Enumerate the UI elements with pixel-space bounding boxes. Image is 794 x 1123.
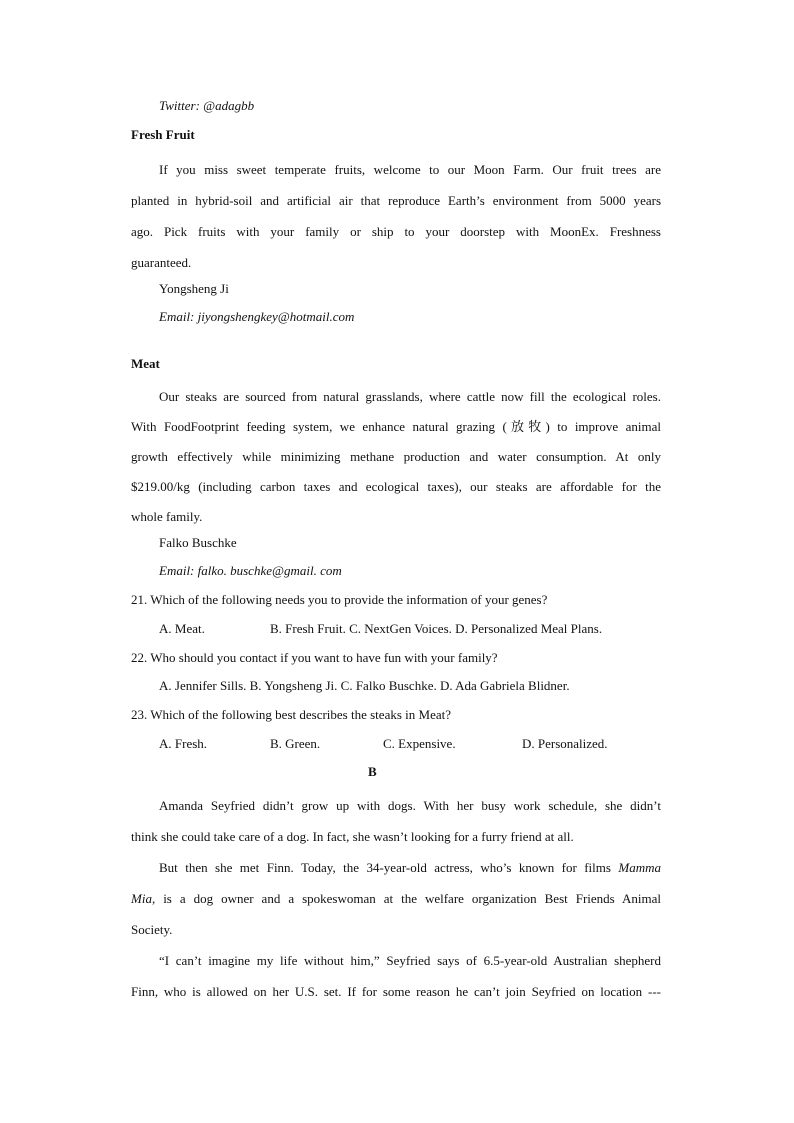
passage-b-paragraph-line: “I can’t imagine my life without him,” Seyfried says of 6.5-year-old Australian shepherd — [159, 953, 661, 968]
fruit-author: Yongsheng Ji — [159, 281, 229, 296]
meat-author: Falko Buschke — [159, 535, 237, 550]
film-title: Mia — [131, 891, 152, 906]
question-22-options: A. Jennifer Sills. B. Yongsheng Ji. C. Falko Buschke. D. Ada Gabriela Blidner. — [159, 678, 570, 693]
fruit-paragraph-line: ago. Pick fruits with your family or ship to your doorstep with MoonEx. Freshness — [131, 224, 661, 239]
question-23-option-c: C. Expensive. — [383, 736, 456, 751]
passage-b-paragraph-line: Amanda Seyfried didn’t grow up with dogs. With her busy work schedule, she didn’t — [159, 798, 661, 813]
question-23-stem: 23. Which of the following best describes the steaks in Meat? — [131, 707, 451, 722]
fruit-email: Email: jiyongshengkey@hotmail.com — [159, 309, 355, 324]
meat-paragraph-line: $219.00/kg (including carbon taxes and ecological taxes), our steaks are affordable for the — [131, 479, 661, 494]
passage-b-paragraph-line: Finn, who is allowed on her U.S. set. If for some reason he can’t join Seyfried on location --- — [131, 984, 661, 999]
meat-paragraph-line: With FoodFootprint feeding system, we enhance natural grazing (放牧) to improve animal — [131, 419, 661, 434]
question-23-option-b: B. Green. — [270, 736, 321, 751]
film-title: Mamma — [618, 860, 662, 875]
question-21-stem: 21. Which of the following needs you to provide the information of your genes? — [131, 592, 548, 607]
fruit-paragraph-line: planted in hybrid-soil and artificial air that reproduce Earth’s environment from 5000 years — [131, 193, 661, 208]
passage-b-text: But then she met Finn. Today, the 34-year-old actress, who’s known for films — [159, 860, 611, 875]
meat-paragraph-line: growth effectively while minimizing methane production and water consumption. At only — [131, 449, 661, 464]
passage-b-paragraph-line: Society. — [131, 922, 173, 937]
question-23-option-d: D. Personalized. — [522, 736, 608, 751]
question-22-stem: 22. Who should you contact if you want to have fun with your family? — [131, 650, 498, 665]
question-23-option-a: A. Fresh. — [159, 736, 208, 751]
passage-b-label: B — [368, 764, 377, 779]
twitter-handle: Twitter: @adagbb — [159, 98, 255, 113]
section-heading-meat: Meat — [131, 356, 160, 371]
meat-paragraph-line: Our steaks are sourced from natural grasslands, where cattle now fill the ecological roles. — [159, 389, 661, 404]
meat-paragraph-line: whole family. — [131, 509, 203, 524]
passage-b-paragraph-line: think she could take care of a dog. In fact, she wasn’t looking for a furry friend at all. — [131, 829, 574, 844]
passage-b-paragraph-line — [131, 891, 661, 907]
fruit-paragraph-line: guaranteed. — [131, 255, 192, 270]
section-heading-fresh-fruit: Fresh Fruit — [131, 127, 195, 142]
question-21-option-a: A. Meat. — [159, 621, 205, 636]
fruit-paragraph-line: If you miss sweet temperate fruits, welcome to our Moon Farm. Our fruit trees are — [159, 162, 661, 177]
passage-b-text: , is a dog owner and a spokeswoman at the welfare organization Best Friends Animal — [151, 891, 661, 906]
meat-email: Email: falko. buschke@gmail. com — [159, 563, 342, 578]
question-21-options-b-d: B. Fresh Fruit. C. NextGen Voices. D. Personalized Meal Plans. — [270, 621, 603, 636]
passage-b-paragraph-line — [159, 860, 661, 876]
